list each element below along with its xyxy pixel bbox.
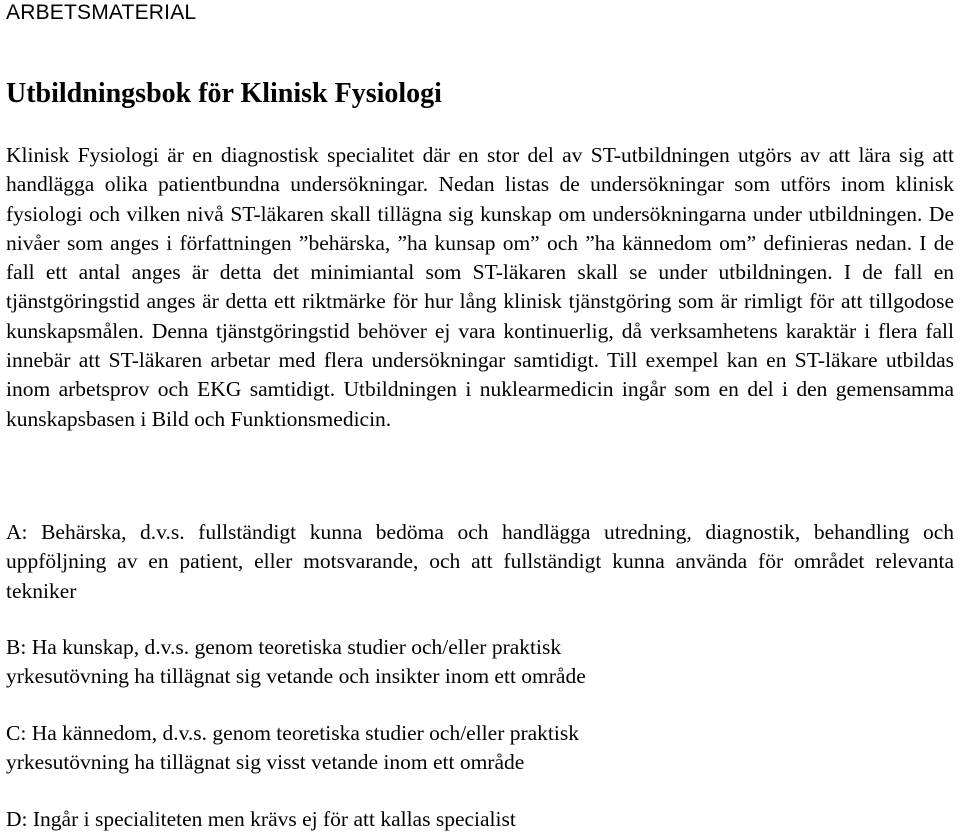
level-a-definition: A: Behärska, d.v.s. fullständigt kunna bedöma och handlägga utredning, diagnostik, behandling och uppföljning av en patient, eller motsvarande, och att fullständigt kunna använda för området relevanta tekniker [6,520,954,603]
level-b-definition [6,633,954,692]
level-c-definition [6,719,954,778]
document-header-label: ARBETSMATERIAL [6,1,197,24]
level-c-line-1: C: Ha kännedom, d.v.s. genom teoretiska studier och/eller praktisk [6,721,579,745]
level-c-line-2: yrkesutövning ha tillägnat sig visst vetande inom ett område [6,750,525,775]
level-d-definition: D: Ingår i specialiteten men krävs ej för att kallas specialist [6,807,516,831]
document-title: Utbildningsbok för Klinisk Fysiologi [6,78,442,109]
level-b-line-1: B: Ha kunskap, d.v.s. genom teoretiska studier och/eller praktisk [6,635,562,659]
intro-paragraph: Klinisk Fysiologi är en diagnostisk specialitet där en stor del av ST-utbildningen utgörs av att lära sig att handlägga olika patientbundna undersökningar. Nedan listas de undersökningar som utförs inom klinisk fysiologi och vilken nivå ST-läkaren skall tillägna sig kunskap om undersökningarna under utbildningen. De nivåer som anges i författningen ”behärska, ”ha kunsap om” och ”ha kännedom om” definieras nedan. I de fall ett antal anges är detta det minimiantal som ST-läkaren skall se under utbildningen. I de fall en tjänstgöringstid anges är detta ett riktmärke för hur lång klinisk tjänstgöring som är rimligt för att tillgodose kunskapsmålen. Denna tjänstgöringstid behöver ej vara kontinuerlig, då verksamhetens karaktär i flera fall innebär att ST-läkaren arbetar med flera undersökningar samtidigt. Till exempel kan en ST-läkare utbildas inom arbetsprov och EKG samtidigt. Utbildningen i nuklearmedicin ingår som en del i den gemensamma kunskapsbasen i Bild och Funktionsmedicin. [6,143,954,431]
level-b-line-2: yrkesutövning ha tillägnat sig vetande och insikter inom ett område [6,664,586,689]
